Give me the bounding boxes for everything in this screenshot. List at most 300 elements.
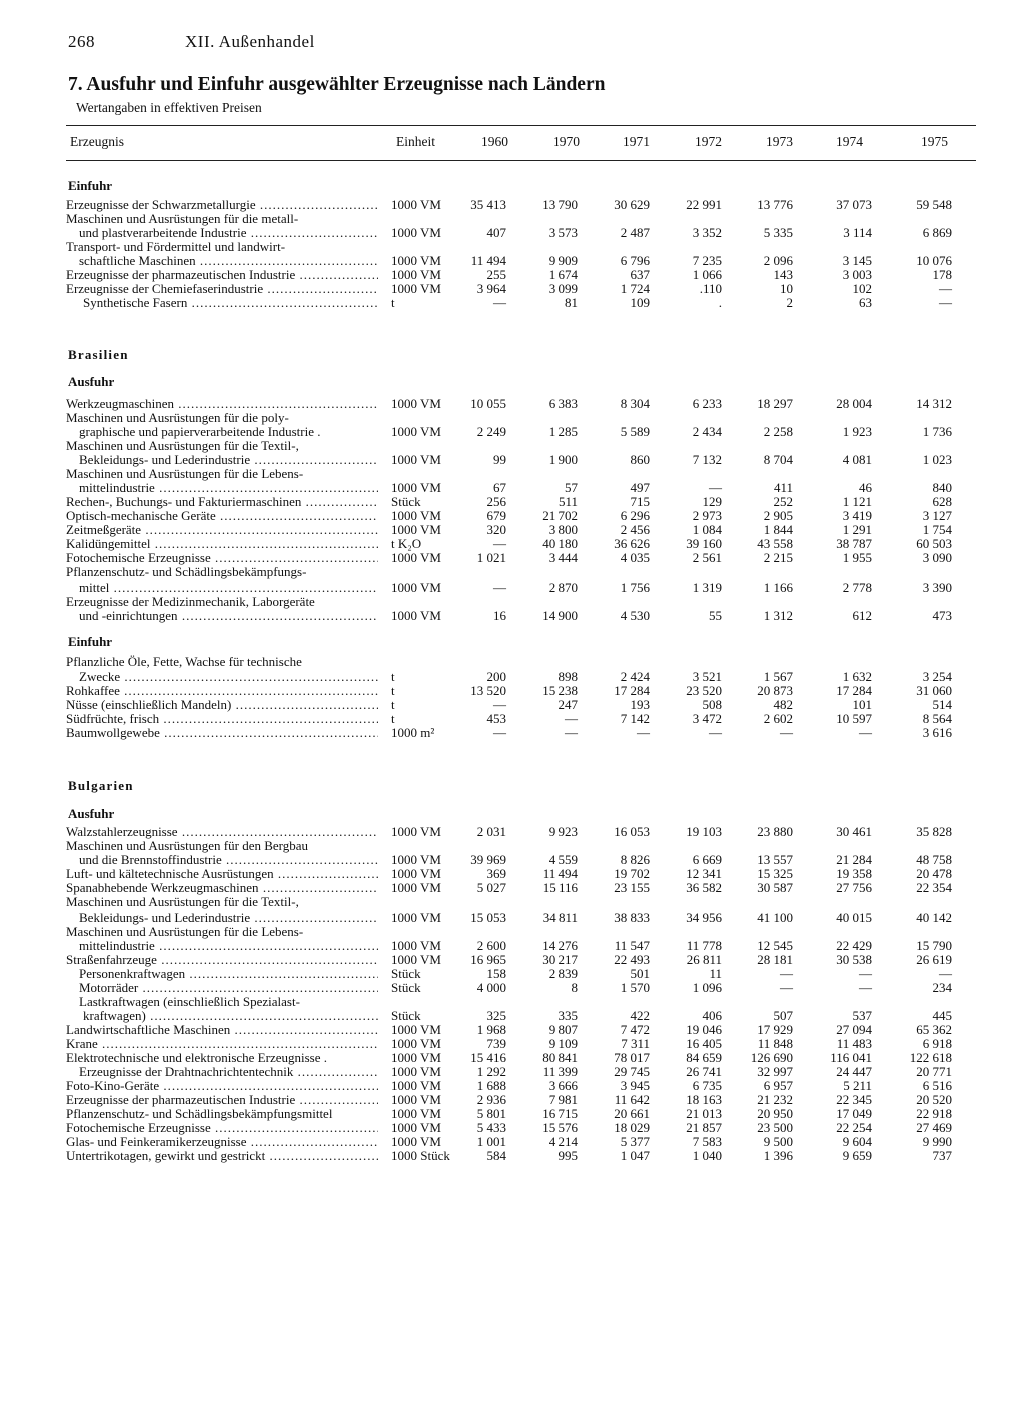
product-label: Straßenfahrzeuge ..... bbox=[66, 953, 378, 967]
value-cell: 21 702 bbox=[542, 508, 578, 523]
unit-cell: 1000 VM bbox=[391, 396, 441, 411]
unit-cell: Stück bbox=[391, 494, 421, 509]
unit-cell: 1000 VM bbox=[391, 281, 441, 296]
table-row bbox=[0, 1135, 1024, 1149]
value-cell: 59 548 bbox=[916, 197, 952, 212]
value-cell: 3 444 bbox=[548, 550, 578, 565]
value-cell: 40 015 bbox=[836, 910, 872, 925]
value-cell: 6 918 bbox=[922, 1036, 952, 1051]
unit-cell: t K₂O bbox=[391, 536, 422, 551]
country-heading: Bulgarien bbox=[68, 778, 134, 793]
table-row bbox=[0, 609, 1024, 623]
value-cell: 1 319 bbox=[692, 580, 722, 595]
value-cell: 3 254 bbox=[922, 669, 952, 684]
value-cell: .110 bbox=[699, 281, 722, 296]
value-cell: 411 bbox=[773, 480, 793, 495]
value-cell: 122 618 bbox=[909, 1050, 952, 1065]
value-cell: — bbox=[939, 295, 952, 310]
product-label: Pflanzliche Öle, Fette, Wachse für technische bbox=[66, 655, 302, 669]
value-cell: — bbox=[709, 480, 722, 495]
product-label: und die Brennstoffindustrie ..... bbox=[79, 853, 378, 867]
unit-cell: 1000 VM bbox=[391, 1078, 441, 1093]
column-header-unit: Einheit bbox=[396, 134, 435, 149]
value-cell: 13 776 bbox=[757, 197, 793, 212]
table-row bbox=[0, 995, 1024, 1009]
value-cell: 12 545 bbox=[757, 938, 793, 953]
table-row bbox=[0, 453, 1024, 467]
column-header-year: 1975 bbox=[921, 134, 948, 149]
value-cell: 9 923 bbox=[548, 824, 578, 839]
table-row bbox=[0, 212, 1024, 226]
value-cell: 4 035 bbox=[620, 550, 650, 565]
product-label: Motorräder ..... bbox=[79, 981, 378, 995]
unit-cell: 1000 VM bbox=[391, 1120, 441, 1135]
value-cell: 81 bbox=[565, 295, 578, 310]
value-cell: 3 419 bbox=[842, 508, 872, 523]
table-top-rule bbox=[66, 125, 976, 126]
product-label: Glas- und Feinkeramikerzeugnisse ..... bbox=[66, 1135, 378, 1149]
value-cell: 10 597 bbox=[836, 711, 872, 726]
value-cell: 65 362 bbox=[916, 1022, 952, 1037]
value-cell: 1 632 bbox=[842, 669, 872, 684]
value-cell: 10 bbox=[780, 281, 793, 296]
product-label: Erzeugnisse der pharmazeutischen Industrie ..... bbox=[66, 1093, 378, 1107]
value-cell: 445 bbox=[932, 1008, 952, 1023]
table-row bbox=[0, 895, 1024, 909]
table-row bbox=[0, 839, 1024, 853]
value-cell: 22 429 bbox=[836, 938, 872, 953]
value-cell: — bbox=[859, 980, 872, 995]
value-cell: 2 561 bbox=[692, 550, 722, 565]
table-row bbox=[0, 581, 1024, 595]
product-label: Maschinen und Ausrüstungen für die Textil-, bbox=[66, 895, 299, 909]
product-label: schaftliche Maschinen ..... bbox=[79, 254, 378, 268]
product-label: Pflanzenschutz- und Schädlingsbekämpfungsmittel bbox=[66, 1107, 333, 1121]
value-cell: 22 254 bbox=[836, 1120, 872, 1135]
value-cell: 473 bbox=[932, 608, 952, 623]
trade-direction-heading: Einfuhr bbox=[68, 178, 113, 193]
value-cell: 247 bbox=[558, 697, 578, 712]
product-label: Kalidüngemittel ..... bbox=[66, 537, 378, 551]
value-cell: 4 559 bbox=[548, 852, 578, 867]
unit-cell: 1000 VM bbox=[391, 866, 441, 881]
value-cell: 38 787 bbox=[836, 536, 872, 551]
value-cell: 3 390 bbox=[922, 580, 952, 595]
value-cell: 612 bbox=[852, 608, 872, 623]
value-cell: 320 bbox=[486, 522, 506, 537]
value-cell: 46 bbox=[859, 480, 872, 495]
value-cell: 1 955 bbox=[842, 550, 872, 565]
table-row bbox=[0, 282, 1024, 296]
value-cell: 32 997 bbox=[757, 1064, 793, 1079]
value-cell: 22 345 bbox=[836, 1092, 872, 1107]
value-cell: 840 bbox=[932, 480, 952, 495]
table-title: 7. Ausfuhr und Einfuhr ausgewählter Erzeugnisse nach Ländern bbox=[68, 74, 606, 95]
value-cell: 1 900 bbox=[548, 452, 578, 467]
table-row bbox=[0, 551, 1024, 565]
product-label: Werkzeugmaschinen ..... bbox=[66, 397, 378, 411]
value-cell: 28 004 bbox=[836, 396, 872, 411]
product-label: Zwecke ..... bbox=[79, 670, 378, 684]
value-cell: 40 180 bbox=[542, 536, 578, 551]
value-cell: 23 500 bbox=[757, 1120, 793, 1135]
value-cell: 78 017 bbox=[614, 1050, 650, 1065]
column-header-year: 1970 bbox=[553, 134, 580, 149]
value-cell: 8 304 bbox=[620, 396, 650, 411]
product-label: Erzeugnisse der Drahtnachrichtentechnik ..... bbox=[79, 1065, 378, 1079]
value-cell: 7 132 bbox=[692, 452, 722, 467]
value-cell: 2 839 bbox=[548, 966, 578, 981]
value-cell: 679 bbox=[486, 508, 506, 523]
value-cell: 335 bbox=[558, 1008, 578, 1023]
value-cell: 15 790 bbox=[916, 938, 952, 953]
product-label: und plastverarbeitende Industrie ..... bbox=[79, 226, 378, 240]
value-cell: 102 bbox=[852, 281, 872, 296]
table-row bbox=[0, 268, 1024, 282]
value-cell: 23 520 bbox=[686, 683, 722, 698]
value-cell: — bbox=[637, 725, 650, 740]
value-cell: 2 870 bbox=[548, 580, 578, 595]
value-cell: 1 567 bbox=[763, 669, 793, 684]
value-cell: 26 619 bbox=[916, 952, 952, 967]
value-cell: 3 616 bbox=[922, 725, 952, 740]
column-header-year: 1973 bbox=[766, 134, 793, 149]
value-cell: 252 bbox=[773, 494, 793, 509]
product-label: Maschinen und Ausrüstungen für die Lebens- bbox=[66, 925, 304, 939]
value-cell: 5 589 bbox=[620, 424, 650, 439]
value-cell: 16 405 bbox=[686, 1036, 722, 1051]
value-cell: 514 bbox=[932, 697, 952, 712]
value-cell: 1 754 bbox=[922, 522, 952, 537]
value-cell: 48 758 bbox=[916, 852, 952, 867]
value-cell: 22 991 bbox=[686, 197, 722, 212]
unit-cell: 1000 VM bbox=[391, 225, 441, 240]
table-row bbox=[0, 226, 1024, 240]
table-subtitle: Wertangaben in effektiven Preisen bbox=[76, 100, 262, 115]
table-row bbox=[0, 198, 1024, 212]
value-cell: 2 424 bbox=[620, 669, 650, 684]
value-cell: 18 163 bbox=[686, 1092, 722, 1107]
unit-cell: 1000 VM bbox=[391, 522, 441, 537]
unit-cell: 1000 VM bbox=[391, 253, 441, 268]
page-number: 268 bbox=[68, 32, 95, 51]
product-label: Landwirtschaftliche Maschinen ..... bbox=[66, 1023, 378, 1037]
value-cell: 20 478 bbox=[916, 866, 952, 881]
value-cell: 15 325 bbox=[757, 866, 793, 881]
value-cell: 143 bbox=[773, 267, 793, 282]
value-cell: 30 587 bbox=[757, 880, 793, 895]
value-cell: 13 790 bbox=[542, 197, 578, 212]
unit-cell: 1000 Stück bbox=[391, 1148, 450, 1163]
value-cell: 13 557 bbox=[757, 852, 793, 867]
table-row bbox=[0, 967, 1024, 981]
table-row bbox=[0, 911, 1024, 925]
value-cell: 35 413 bbox=[470, 197, 506, 212]
product-label: mittelindustrie ..... bbox=[79, 939, 378, 953]
product-label: Bekleidungs- und Lederindustrie ..... bbox=[79, 453, 378, 467]
value-cell: 14 276 bbox=[542, 938, 578, 953]
product-label: Transport- und Fördermittel und landwirt- bbox=[66, 240, 286, 254]
value-cell: 537 bbox=[852, 1008, 872, 1023]
table-row bbox=[0, 1037, 1024, 1051]
table-row bbox=[0, 1149, 1024, 1163]
value-cell: 3 521 bbox=[692, 669, 722, 684]
value-cell: 8 704 bbox=[763, 452, 793, 467]
value-cell: 16 bbox=[493, 608, 506, 623]
table-row bbox=[0, 867, 1024, 881]
unit-cell: 1000 VM bbox=[391, 880, 441, 895]
value-cell: 3 352 bbox=[692, 225, 722, 240]
table-header-rule bbox=[66, 160, 976, 161]
table-row bbox=[0, 1107, 1024, 1121]
value-cell: 193 bbox=[630, 697, 650, 712]
value-cell: — bbox=[493, 697, 506, 712]
value-cell: 22 354 bbox=[916, 880, 952, 895]
value-cell: 3 145 bbox=[842, 253, 872, 268]
table-row bbox=[0, 439, 1024, 453]
value-cell: 5 027 bbox=[476, 880, 506, 895]
table-row bbox=[0, 240, 1024, 254]
value-cell: 36 582 bbox=[686, 880, 722, 895]
unit-cell: 1000 VM bbox=[391, 267, 441, 282]
value-cell: 3 099 bbox=[548, 281, 578, 296]
value-cell: 3 800 bbox=[548, 522, 578, 537]
value-cell: 39 160 bbox=[686, 536, 722, 551]
value-cell: 1 923 bbox=[842, 424, 872, 439]
value-cell: 508 bbox=[702, 697, 722, 712]
value-cell: 15 053 bbox=[470, 910, 506, 925]
country-heading: Brasilien bbox=[68, 347, 129, 362]
value-cell: 11 399 bbox=[542, 1064, 578, 1079]
product-label: Untertrikotagen, gewirkt und gestrickt ..... bbox=[66, 1149, 378, 1163]
value-cell: 2 096 bbox=[763, 253, 793, 268]
value-cell: 406 bbox=[702, 1008, 722, 1023]
value-cell: 501 bbox=[630, 966, 650, 981]
value-cell: 20 771 bbox=[916, 1064, 952, 1079]
value-cell: 57 bbox=[565, 480, 578, 495]
unit-cell: Stück bbox=[391, 980, 421, 995]
value-cell: 13 520 bbox=[470, 683, 506, 698]
unit-cell: 1000 VM bbox=[391, 910, 441, 925]
table-row bbox=[0, 1093, 1024, 1107]
value-cell: 995 bbox=[558, 1148, 578, 1163]
value-cell: 5 335 bbox=[763, 225, 793, 240]
value-cell: 15 416 bbox=[470, 1050, 506, 1065]
product-label: Walzstahlerzeugnisse ..... bbox=[66, 825, 378, 839]
value-cell: 11 778 bbox=[686, 938, 722, 953]
value-cell: 23 155 bbox=[614, 880, 650, 895]
value-cell: 3 964 bbox=[476, 281, 506, 296]
value-cell: 21 284 bbox=[836, 852, 872, 867]
value-cell: — bbox=[493, 536, 506, 551]
unit-cell: 1000 VM bbox=[391, 197, 441, 212]
value-cell: 30 461 bbox=[836, 824, 872, 839]
value-cell: 628 bbox=[932, 494, 952, 509]
value-cell: 6 516 bbox=[922, 1078, 952, 1093]
table-row bbox=[0, 467, 1024, 481]
value-cell: 1 570 bbox=[620, 980, 650, 995]
table-row bbox=[0, 684, 1024, 698]
unit-cell: 1000 VM bbox=[391, 550, 441, 565]
product-label: und -einrichtungen ..... bbox=[79, 609, 378, 623]
value-cell: 6 796 bbox=[620, 253, 650, 268]
value-cell: 4 000 bbox=[476, 980, 506, 995]
value-cell: 1 844 bbox=[763, 522, 793, 537]
value-cell: 1 096 bbox=[692, 980, 722, 995]
value-cell: 5 211 bbox=[843, 1078, 872, 1093]
value-cell: 17 284 bbox=[836, 683, 872, 698]
value-cell: 18 029 bbox=[614, 1120, 650, 1135]
value-cell: 511 bbox=[558, 494, 578, 509]
unit-cell: 1000 VM bbox=[391, 508, 441, 523]
value-cell: 5 377 bbox=[620, 1134, 650, 1149]
value-cell: 1 968 bbox=[476, 1022, 506, 1037]
product-label: Maschinen und Ausrüstungen für die Lebens- bbox=[66, 467, 304, 481]
value-cell: 1 066 bbox=[692, 267, 722, 282]
table-row bbox=[0, 495, 1024, 509]
value-cell: — bbox=[493, 580, 506, 595]
value-cell: 4 214 bbox=[548, 1134, 578, 1149]
table-row bbox=[0, 523, 1024, 537]
product-label: Maschinen und Ausrüstungen für die metall- bbox=[66, 212, 299, 226]
value-cell: 3 090 bbox=[922, 550, 952, 565]
value-cell: 41 100 bbox=[757, 910, 793, 925]
unit-cell: 1000 VM bbox=[391, 952, 441, 967]
value-cell: — bbox=[939, 281, 952, 296]
value-cell: 2 215 bbox=[763, 550, 793, 565]
unit-cell: t bbox=[391, 683, 395, 698]
value-cell: 2 456 bbox=[620, 522, 650, 537]
value-cell: 6 957 bbox=[763, 1078, 793, 1093]
table-row bbox=[0, 670, 1024, 684]
table-row bbox=[0, 953, 1024, 967]
value-cell: 11 848 bbox=[757, 1036, 793, 1051]
value-cell: 158 bbox=[486, 966, 506, 981]
unit-cell: 1000 VM bbox=[391, 1064, 441, 1079]
value-cell: 7 472 bbox=[620, 1022, 650, 1037]
unit-cell: 1000 m² bbox=[391, 725, 435, 740]
value-cell: 11 bbox=[709, 966, 722, 981]
value-cell: 18 297 bbox=[757, 396, 793, 411]
value-cell: 453 bbox=[486, 711, 506, 726]
value-cell: 36 626 bbox=[614, 536, 650, 551]
table-row bbox=[0, 411, 1024, 425]
value-cell: — bbox=[565, 725, 578, 740]
product-label: Maschinen und Ausrüstungen für die poly- bbox=[66, 411, 289, 425]
product-label: Synthetische Fasern ..... bbox=[83, 296, 378, 310]
value-cell: 55 bbox=[709, 608, 722, 623]
value-cell: 234 bbox=[932, 980, 952, 995]
value-cell: 22 918 bbox=[916, 1106, 952, 1121]
value-cell: 20 950 bbox=[757, 1106, 793, 1121]
value-cell: 2 487 bbox=[620, 225, 650, 240]
table-row bbox=[0, 1079, 1024, 1093]
value-cell: — bbox=[493, 725, 506, 740]
product-label: Fotochemische Erzeugnisse ..... bbox=[66, 551, 378, 565]
value-cell: 2 434 bbox=[692, 424, 722, 439]
value-cell: 2 258 bbox=[763, 424, 793, 439]
value-cell: 7 583 bbox=[692, 1134, 722, 1149]
value-cell: 2 778 bbox=[842, 580, 872, 595]
table-row bbox=[0, 481, 1024, 495]
value-cell: 20 520 bbox=[916, 1092, 952, 1107]
value-cell: 422 bbox=[630, 1008, 650, 1023]
value-cell: 5 801 bbox=[476, 1106, 506, 1121]
value-cell: 2 031 bbox=[476, 824, 506, 839]
product-label: mittel ..... bbox=[79, 581, 378, 595]
unit-cell: 1000 VM bbox=[391, 1050, 441, 1065]
product-label: Pflanzenschutz- und Schädlingsbekämpfungs- bbox=[66, 565, 307, 579]
product-label: Baumwollgewebe ..... bbox=[66, 726, 378, 740]
value-cell: 256 bbox=[486, 494, 506, 509]
product-label: Erzeugnisse der Schwarzmetallurgie ..... bbox=[66, 198, 378, 212]
unit-cell: t bbox=[391, 669, 395, 684]
value-cell: 14 900 bbox=[542, 608, 578, 623]
value-cell: — bbox=[493, 295, 506, 310]
unit-cell: t bbox=[391, 697, 395, 712]
value-cell: 11 547 bbox=[614, 938, 650, 953]
value-cell: 26 741 bbox=[686, 1064, 722, 1079]
value-cell: — bbox=[859, 725, 872, 740]
value-cell: 2 936 bbox=[476, 1092, 506, 1107]
value-cell: 6 296 bbox=[620, 508, 650, 523]
value-cell: 15 238 bbox=[542, 683, 578, 698]
unit-cell: Stück bbox=[391, 966, 421, 981]
table-row bbox=[0, 296, 1024, 310]
value-cell: 1 084 bbox=[692, 522, 722, 537]
value-cell: 29 745 bbox=[614, 1064, 650, 1079]
value-cell: 9 109 bbox=[548, 1036, 578, 1051]
value-cell: 109 bbox=[630, 295, 650, 310]
value-cell: 35 828 bbox=[916, 824, 952, 839]
value-cell: 12 341 bbox=[686, 866, 722, 881]
value-cell: 407 bbox=[486, 225, 506, 240]
value-cell: 1 736 bbox=[922, 424, 952, 439]
value-cell: 6 735 bbox=[692, 1078, 722, 1093]
value-cell: 739 bbox=[486, 1036, 506, 1051]
value-cell: 497 bbox=[630, 480, 650, 495]
table-row bbox=[0, 595, 1024, 609]
value-cell: 1 292 bbox=[476, 1064, 506, 1079]
value-cell: 14 312 bbox=[916, 396, 952, 411]
value-cell: 24 447 bbox=[836, 1064, 872, 1079]
product-label: Nüsse (einschließlich Mandeln) ..... bbox=[66, 698, 378, 712]
value-cell: 1 396 bbox=[763, 1148, 793, 1163]
value-cell: 1 312 bbox=[763, 608, 793, 623]
value-cell: 126 690 bbox=[750, 1050, 793, 1065]
value-cell: 1 121 bbox=[842, 494, 872, 509]
value-cell: 3 666 bbox=[548, 1078, 578, 1093]
value-cell: 325 bbox=[486, 1008, 506, 1023]
product-label: Erzeugnisse der pharmazeutischen Industrie ..... bbox=[66, 268, 378, 282]
table-row bbox=[0, 1023, 1024, 1037]
value-cell: 2 905 bbox=[763, 508, 793, 523]
value-cell: 27 756 bbox=[836, 880, 872, 895]
column-header-year: 1974 bbox=[836, 134, 863, 149]
product-label: Fotochemische Erzeugnisse ..... bbox=[66, 1121, 378, 1135]
value-cell: 11 483 bbox=[836, 1036, 872, 1051]
value-cell: 1 023 bbox=[922, 452, 952, 467]
unit-cell: 1000 VM bbox=[391, 1036, 441, 1051]
value-cell: 3 114 bbox=[843, 225, 872, 240]
value-cell: 27 469 bbox=[916, 1120, 952, 1135]
value-cell: 30 538 bbox=[836, 952, 872, 967]
value-cell: 17 049 bbox=[836, 1106, 872, 1121]
product-label: Rechen-, Buchungs- und Fakturiermaschinen ..... bbox=[66, 495, 378, 509]
table-row bbox=[0, 925, 1024, 939]
value-cell: 1 724 bbox=[620, 281, 650, 296]
value-cell: 6 869 bbox=[922, 225, 952, 240]
